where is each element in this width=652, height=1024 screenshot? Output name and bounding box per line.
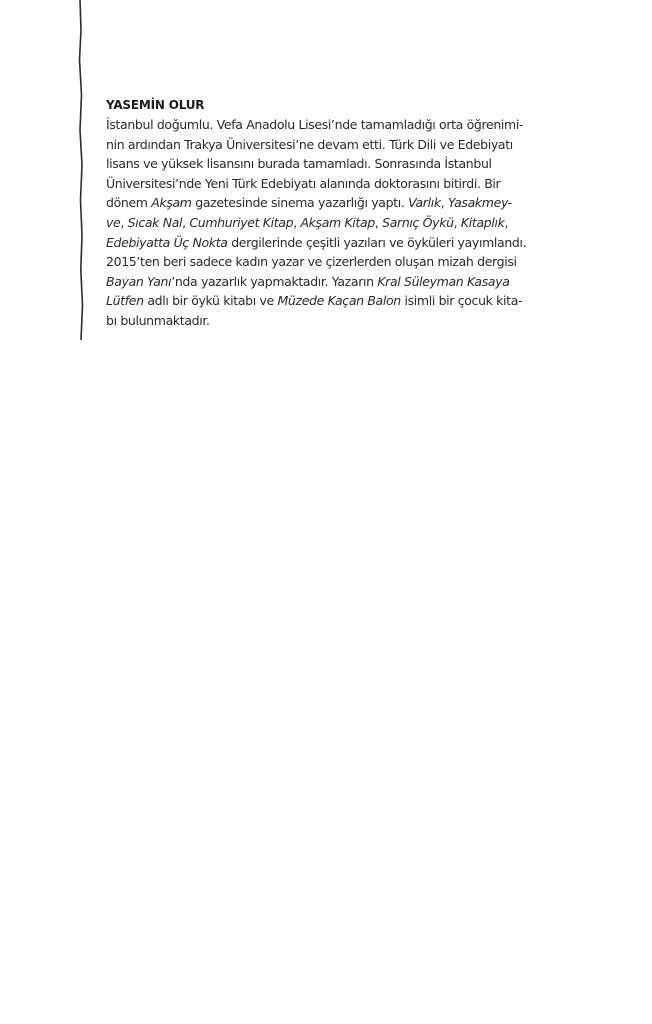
italic-title: Sıcak Nal <box>127 214 183 230</box>
bio-line <box>106 213 546 233</box>
bio-line <box>106 233 546 253</box>
bio-line <box>106 252 546 272</box>
author-name: YASEMİN OLUR <box>106 98 205 112</box>
italic-title: Varlık <box>408 195 441 211</box>
bio-line <box>106 291 546 311</box>
author-bio <box>106 96 546 331</box>
bio-text-segment: , <box>504 214 509 230</box>
italic-title: Sarnıç Öykü <box>382 214 454 230</box>
bio-text-segment: , <box>293 214 301 230</box>
italic-title: Cumhuriyet Kitap <box>189 214 294 230</box>
bio-text-segment: nin ardından Trakya Üniversitesi’ne devam etti. Türk Dili ve Edebiyatı <box>106 136 513 152</box>
bio-line <box>106 193 546 213</box>
italic-title: Yasakmey- <box>447 195 512 211</box>
page-edge-line <box>72 0 88 340</box>
italic-title: Kitaplık <box>460 214 505 230</box>
bio-text-segment: , <box>120 214 128 230</box>
bio-text-segment: , <box>440 195 448 211</box>
bio-line <box>106 115 546 135</box>
bio-line <box>106 135 546 155</box>
italic-title: Akşam Kitap <box>300 214 375 230</box>
italic-title: Bayan Yanı <box>106 273 172 289</box>
bio-text-segment: gazetesinde sinema yazarlığı yaptı. <box>191 195 409 211</box>
italic-title: Müzede Kaçan Balon <box>277 293 401 309</box>
bio-text-segment: , <box>453 214 461 230</box>
bio-text-segment: Üniversitesi’nde Yeni Türk Edebiyatı alanında doktorasını bitirdi. Bir <box>106 175 501 191</box>
bio-text-segment: , <box>374 214 383 230</box>
bio-text-segment: lisans ve yüksek lisansını burada tamamladı. Sonrasında İstanbul <box>106 156 492 172</box>
bio-line <box>106 154 546 174</box>
italic-title: Lütfen <box>106 293 144 309</box>
bio-text-segment: bı bulunmaktadır. <box>106 312 210 328</box>
bio-text-segment: ’nda yazarlık yapmaktadır. Yazarın <box>171 273 378 289</box>
bio-text-segment: adlı bir öykü kitabı ve <box>143 293 278 309</box>
bio-text-segment: isimli bir çocuk kita- <box>400 293 523 309</box>
italic-title: Akşam <box>151 195 192 211</box>
bio-line <box>106 272 546 292</box>
bio-text <box>106 115 546 331</box>
italic-title: Edebiyatta Üç Nokta <box>106 234 228 250</box>
italic-title: Kral Süleyman Kasaya <box>377 273 510 289</box>
italic-title: ve <box>106 214 121 230</box>
bio-line <box>106 174 546 194</box>
bio-text-segment: İstanbul doğumlu. Vefa Anadolu Lisesi’nde tamamladığı orta öğrenimi- <box>106 117 524 132</box>
bio-line <box>106 311 546 331</box>
bio-text-segment: , <box>182 214 190 230</box>
bio-text-segment: dönem <box>106 195 152 211</box>
bio-text-segment: dergilerinde çeşitli yazıları ve öyküleri yayımlandı. <box>227 234 527 250</box>
bio-text-segment: 2015’ten beri sadece kadın yazar ve çizerlerden oluşan mizah dergisi <box>106 254 517 270</box>
